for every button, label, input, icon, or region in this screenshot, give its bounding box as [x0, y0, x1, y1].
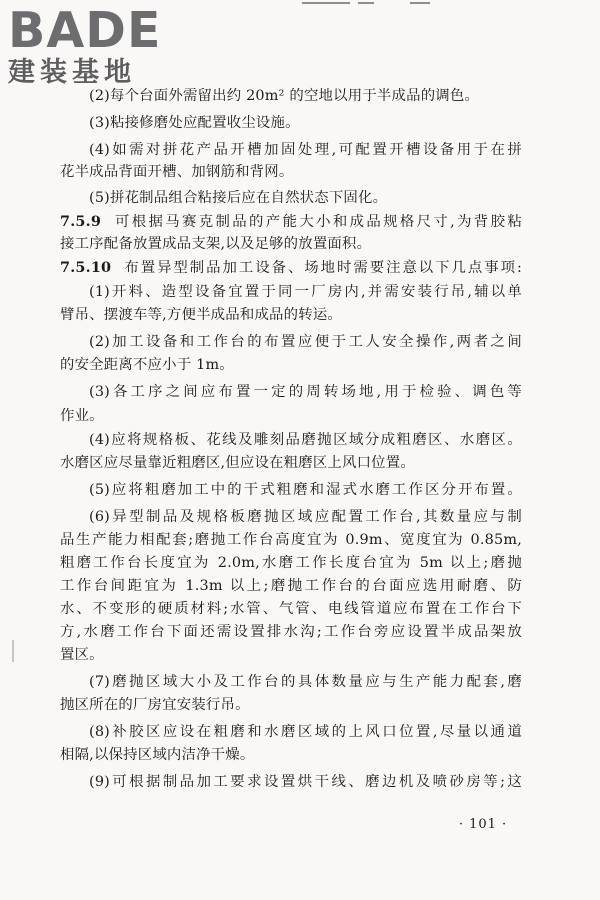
section-line	[60, 214, 522, 230]
text-line	[60, 164, 522, 180]
line-text: 的安全距离不应小于 1m。	[60, 357, 234, 373]
line-text: 粗磨工作台长度宜为 2.0m,水磨工作长度台宜为 5m 以上;磨抛	[60, 555, 522, 571]
line-text: 臂吊、摆渡车等,方便半成品和成品的转运。	[60, 307, 342, 323]
text-line	[60, 115, 522, 131]
text-line	[60, 555, 522, 571]
line-text: (7)磨抛区域大小及工作台的具体数量应与生产能力配套,磨	[89, 674, 522, 690]
line-text: (2)加工设备和工作台的布置应便于工人安全操作,两者之间	[89, 334, 522, 350]
line-text: 作业。	[60, 408, 104, 424]
line-text: 水磨区应尽量靠近粗磨区,但应设在粗磨区上风口位置。	[60, 455, 415, 471]
line-text: (4)如需对拼花产品开槽加固处理,可配置开槽设备用于在拼	[89, 142, 522, 158]
line-text: (9)可根据制品加工要求设置烘干线、磨边机及喷砂房等;这	[89, 774, 522, 790]
text-line	[60, 455, 522, 471]
line-text: 置区。	[60, 647, 104, 663]
body-text	[60, 88, 522, 790]
line-text: (3)各工序之间应布置一定的周转场地,用于检验、调色等	[89, 384, 522, 400]
text-line	[60, 142, 522, 158]
line-text: (8)补胶区应设在粗磨和水磨区域的上风口位置,尽量以通道	[89, 724, 522, 740]
line-text: 方,水磨工作台下面还需设置排水沟;工作台旁应设置半成品架放	[60, 624, 522, 640]
text-line	[60, 724, 522, 740]
publisher-logo	[8, 2, 178, 92]
line-text: 水、不变形的硬质材料;水管、气管、电线管道应布置在工作台下	[60, 601, 522, 617]
line-text: 可根据马赛克制品的产能大小和成品规格尺寸,为背胶粘	[101, 214, 522, 230]
text-line	[60, 236, 522, 252]
section-number: 7.5.10	[60, 259, 112, 276]
text-line	[60, 747, 522, 763]
section-line	[60, 260, 522, 276]
line-text: 工作台间距宜为 1.3m 以上;磨抛工作台的台面应选用耐磨、防	[60, 578, 522, 594]
line-text: 品生产能力相配套;磨抛工作台高度宜为 0.9m、宽度宜为 0.85m,	[60, 532, 522, 548]
line-text: (6)异型制品及规格板磨抛区域应配置工作台,其数量应与制	[89, 509, 522, 525]
text-line	[60, 774, 522, 790]
text-line	[60, 509, 522, 525]
line-text: 接工序配备放置成品支架,以及足够的放置面积。	[60, 236, 372, 252]
line-text: (4)应将规格板、花线及雕刻品磨抛区域分成粗磨区、水磨区。	[89, 432, 522, 448]
text-line	[60, 307, 522, 323]
line-text: (5)拼花制品组合粘接后应在自然状态下固化。	[89, 190, 388, 206]
text-line	[60, 697, 522, 713]
margin-mark	[12, 640, 14, 662]
scan-edge-mark	[410, 2, 430, 4]
logo-chinese-text: 建装基地	[8, 57, 136, 88]
text-line	[60, 624, 522, 640]
text-line	[60, 578, 522, 594]
text-line	[60, 674, 522, 690]
line-text: (3)粘接修磨处应配置收尘设施。	[89, 115, 300, 131]
text-line	[60, 284, 522, 300]
text-line	[60, 357, 522, 373]
logo-brand-text: BADE	[8, 2, 162, 59]
line-text: 相隔,以保持区域内洁净干燥。	[60, 747, 255, 763]
line-text: 布置异型制品加工设备、场地时需要注意以下几点事项:	[111, 260, 522, 276]
line-text: (1)开料、造型设备宜置于同一厂房内,并需安装行吊,辅以单	[89, 284, 522, 300]
text-line	[60, 384, 522, 400]
text-line	[60, 88, 522, 104]
scan-edge-mark	[358, 2, 374, 4]
text-line	[60, 647, 522, 663]
line-text: 抛区所在的厂房宜安装行吊。	[60, 697, 250, 713]
text-line	[60, 334, 522, 350]
section-number: 7.5.9	[60, 213, 102, 230]
text-line	[60, 432, 522, 448]
text-line	[60, 190, 522, 206]
text-line	[60, 532, 522, 548]
text-line	[60, 601, 522, 617]
text-line	[60, 482, 522, 498]
line-text: (2)每个台面外需留出约 20m² 的空地以用于半成品的调色。	[89, 88, 480, 104]
line-text: (5)应将粗磨加工中的干式粗磨和湿式水磨工作区分开布置。	[89, 482, 522, 498]
text-line	[60, 408, 522, 424]
line-text: 花半成品背面开槽、加钢筋和背网。	[60, 164, 294, 180]
page-number: · 101 ·	[458, 817, 508, 832]
scan-edge-mark	[302, 2, 350, 4]
